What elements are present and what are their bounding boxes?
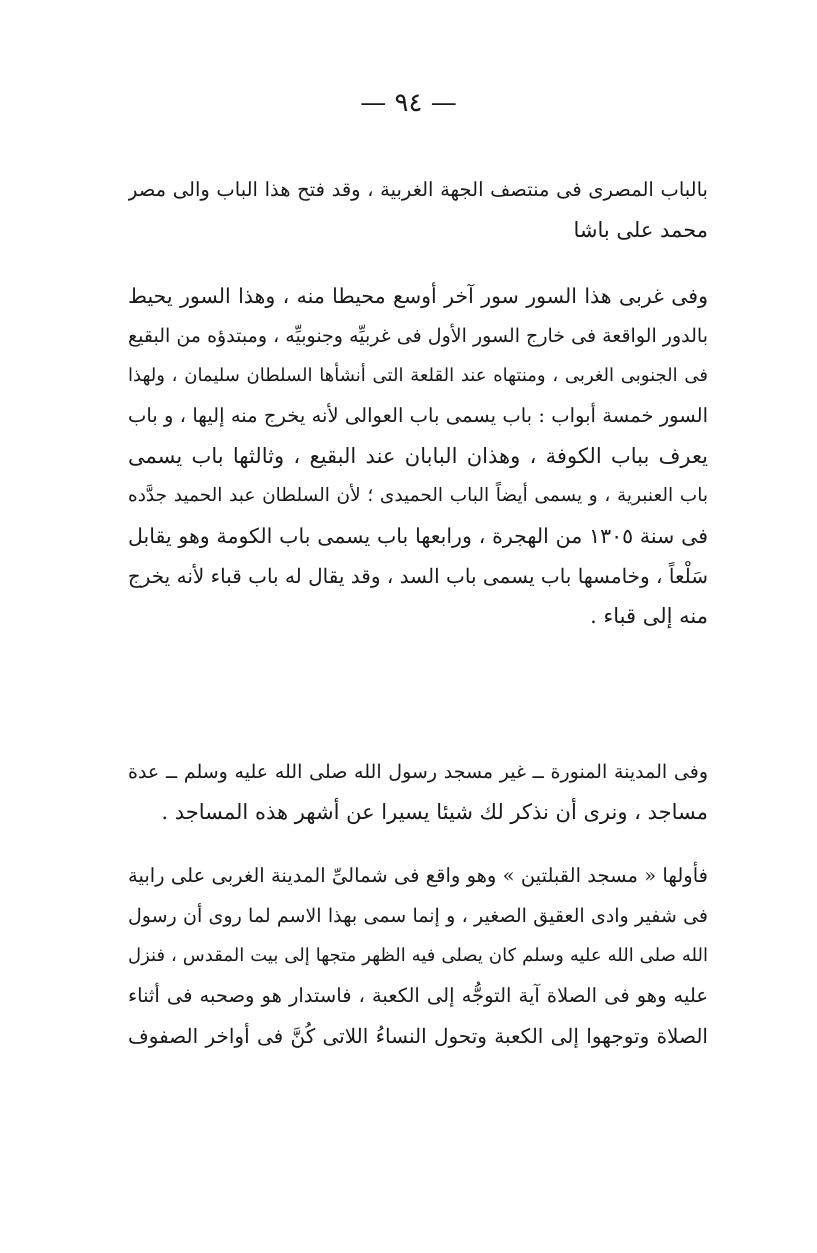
- text-line: مساجد ، ونرى أن نذكر لك شيئا يسيرا عن أشهر هذه المساجد .: [161, 800, 708, 824]
- text-line: السور خمسة أبواب : باب يسمى باب العوالى لأنه يخرج منه إليها ، و باب: [128, 404, 708, 427]
- page-number: — ٩٤ —: [360, 88, 457, 118]
- text-line: فى شفير وادى العقيق الصغير ، و إنما سمى بهذا الاسم لما روى أن رسول: [128, 905, 708, 927]
- text-line: وفى المدينة المنورة ــ غير مسجد رسول الله صلى الله عليه وسلم ــ عدة: [128, 761, 708, 783]
- text-line: فى الجنوبى الغربى ، ومنتهاه عند القلعة التى أنشأها السلطان سليمان ، ولهذا: [128, 365, 708, 386]
- text-line: باب العنبرية ، و يسمى أيضاً الباب الحميدى ؛ لأن السلطان عبد الحميد جدَّده: [128, 485, 708, 506]
- text-line: بالباب المصرى فى منتصف الجهة الغربية ، وقد فتح هذا الباب والى مصر: [128, 178, 708, 201]
- text-line: يعرف بباب الكوفة ، وهذان البابان عند البقيع ، وثالثها باب يسمى: [128, 444, 708, 468]
- paragraph-4: [128, 856, 708, 1056]
- text-line: سَلْعاً ، وخامسها باب يسمى باب السد ، وقد يقال له باب قباء لأنه يخرج: [128, 564, 708, 588]
- paragraph-1: [128, 170, 708, 250]
- text-line: الله صلى الله عليه وسلم كان يصلى فيه الظهر متجها إلى بيت المقدس ، فنزل: [128, 945, 708, 966]
- text-line: عليه وهو فى الصلاة آية التوجُّه إلى الكعبة ، فاستدار هو وصحبه فى أثناء: [128, 984, 708, 1007]
- paragraph-2: [128, 276, 708, 636]
- text-line: فأولها « مسجد القبلتين » وهو واقع فى شمالىِّ المدينة الغربى على رابية: [128, 864, 708, 887]
- text-line: وفى غربى هذا السور سور آخر أوسع محيطا منه ، وهذا السور يحيط: [128, 284, 708, 308]
- text-line: الصلاة وتوجهوا إلى الكعبة وتحول النساءُ اللاتى كُنَّ فى أواخر الصفوف: [128, 1024, 708, 1048]
- text-line: بالدور الواقعة فى خارج السور الأول فى غربيِّه وجنوبيِّه ، ومبتدؤه من البقيع: [128, 325, 708, 347]
- text-line: محمد على باشا: [573, 218, 708, 242]
- text-line: منه إلى قباء .: [590, 604, 708, 628]
- text-line: فى سنة ١٣٠٥ من الهجرة ، ورابعها باب يسمى باب الكومة وهو يقابل: [128, 524, 708, 548]
- paragraph-3: [128, 752, 708, 832]
